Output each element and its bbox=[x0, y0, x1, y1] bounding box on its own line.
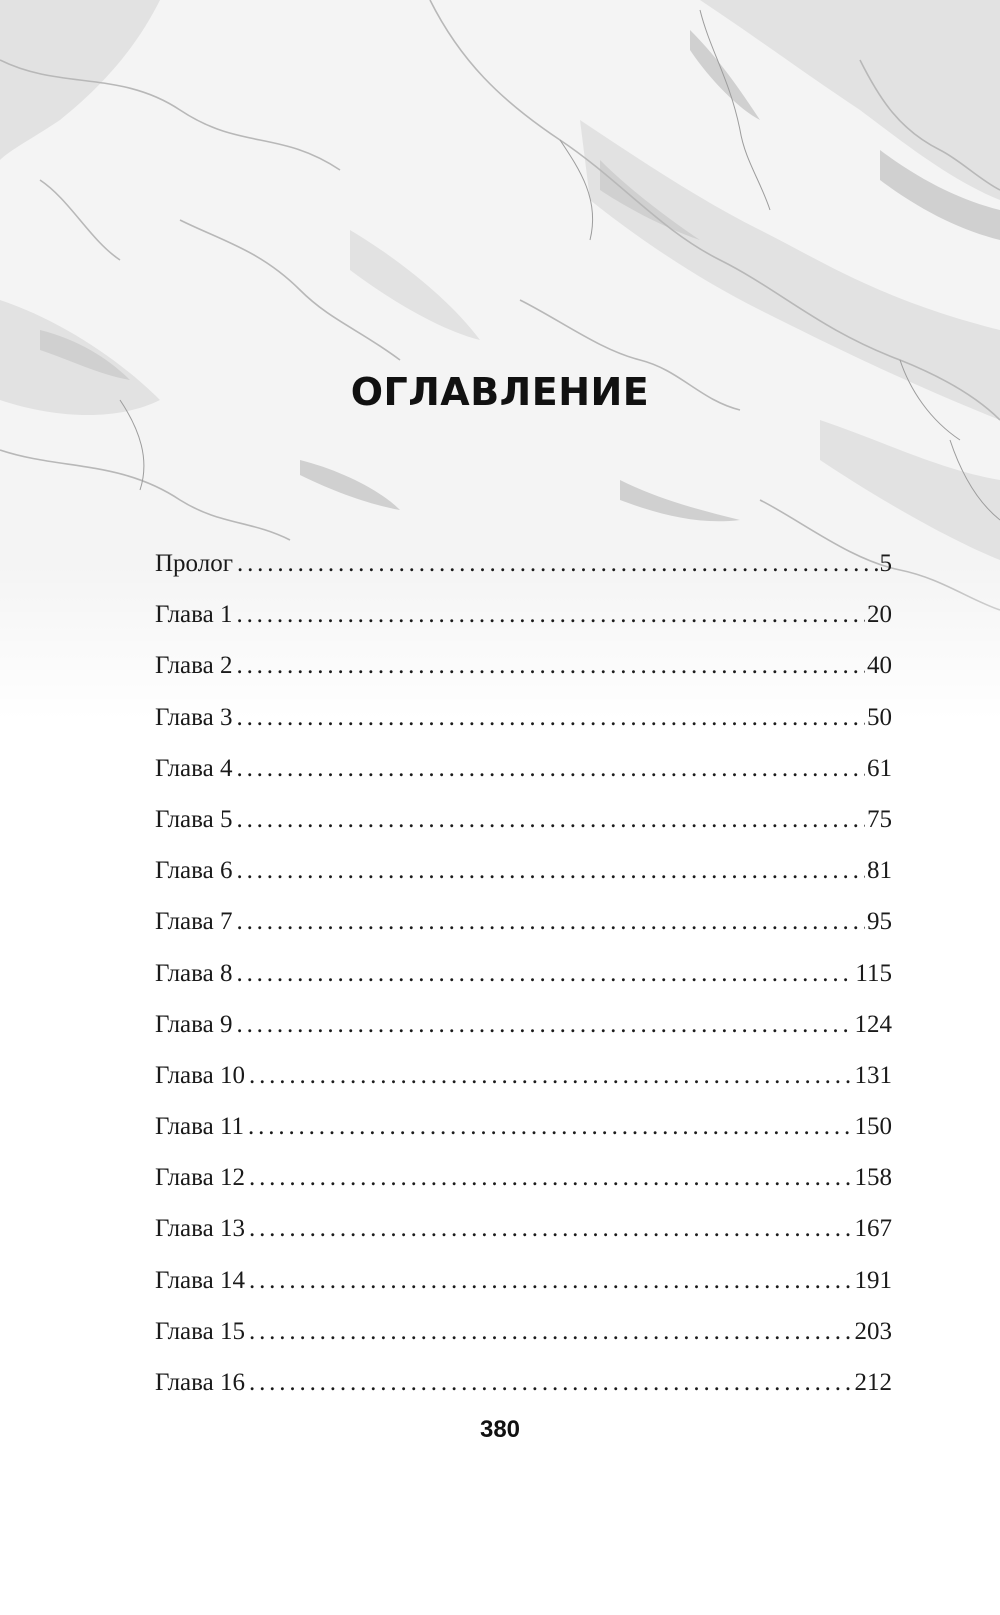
toc-entry-label: Глава 11 bbox=[155, 1113, 245, 1141]
dot-leader bbox=[236, 1010, 852, 1040]
toc-entry-label: Глава 13 bbox=[155, 1215, 245, 1243]
dot-leader bbox=[249, 1266, 853, 1296]
toc-entry[interactable] bbox=[155, 959, 892, 1010]
toc-entry[interactable] bbox=[155, 1368, 892, 1419]
page-number: 380 bbox=[479, 1416, 521, 1443]
toc-entry[interactable] bbox=[155, 805, 892, 856]
dot-leader bbox=[236, 907, 865, 937]
toc-entry-label: Глава 2 bbox=[155, 652, 233, 680]
toc-entry[interactable] bbox=[155, 1112, 892, 1163]
toc-entry-label: Глава 10 bbox=[155, 1061, 245, 1089]
toc-entry-label: Глава 8 bbox=[155, 959, 233, 987]
toc-entry-label: Глава 9 bbox=[155, 1010, 233, 1038]
toc-entry[interactable] bbox=[155, 907, 892, 958]
page-title: ОГЛАВЛЕНИЕ bbox=[350, 370, 650, 414]
toc-entry-page: 81 bbox=[867, 857, 892, 885]
toc-entry-page: 167 bbox=[854, 1215, 892, 1243]
toc-entry-label: Глава 6 bbox=[155, 857, 233, 885]
toc-entry-label: Глава 7 bbox=[155, 908, 233, 936]
dot-leader bbox=[236, 856, 865, 886]
toc-entry[interactable] bbox=[155, 1061, 892, 1112]
toc-entry-page: 124 bbox=[854, 1010, 892, 1038]
dot-leader bbox=[249, 1214, 853, 1244]
toc-entry[interactable] bbox=[155, 1163, 892, 1214]
toc-entry-page: 212 bbox=[854, 1369, 892, 1396]
dot-leader bbox=[249, 1061, 853, 1091]
dot-leader bbox=[237, 549, 878, 579]
dot-leader bbox=[236, 959, 853, 989]
toc-entry-page: 61 bbox=[867, 754, 892, 782]
toc-entry-label: Глава 12 bbox=[155, 1164, 245, 1192]
toc-entry-label: Глава 15 bbox=[155, 1317, 245, 1345]
toc-entry[interactable] bbox=[155, 856, 892, 907]
toc-entry-label: Глава 5 bbox=[155, 805, 233, 833]
toc-entry-label: Глава 3 bbox=[155, 703, 233, 731]
dot-leader bbox=[249, 1368, 853, 1398]
toc-entry-page: 158 bbox=[854, 1164, 892, 1192]
toc-entry-page: 203 bbox=[854, 1317, 892, 1345]
toc-entry[interactable] bbox=[155, 651, 892, 702]
toc-entry-page: 191 bbox=[854, 1266, 892, 1294]
toc-entry-page: 20 bbox=[867, 601, 892, 629]
dot-leader bbox=[249, 1317, 853, 1347]
toc-entry-page: 115 bbox=[855, 959, 892, 987]
toc-entry[interactable] bbox=[155, 1214, 892, 1265]
toc-entry-page: 75 bbox=[867, 805, 892, 833]
toc-entry-page: 40 bbox=[867, 652, 892, 680]
dot-leader bbox=[236, 754, 865, 784]
dot-leader bbox=[236, 600, 865, 630]
toc-entry-label: Глава 14 bbox=[155, 1266, 245, 1294]
dot-leader bbox=[236, 805, 865, 835]
dot-leader bbox=[249, 1163, 853, 1193]
toc-entry[interactable] bbox=[155, 1317, 892, 1368]
toc-entry-label: Пролог bbox=[155, 550, 233, 577]
dot-leader bbox=[248, 1112, 852, 1142]
toc-entry[interactable] bbox=[155, 754, 892, 805]
dot-leader bbox=[236, 651, 865, 681]
toc-entry[interactable] bbox=[155, 1010, 892, 1061]
toc-entry[interactable] bbox=[155, 549, 892, 600]
toc-entry-label: Глава 4 bbox=[155, 754, 233, 782]
toc-entry-page: 150 bbox=[854, 1113, 892, 1141]
toc-entry-page: 95 bbox=[867, 908, 892, 936]
toc-entry[interactable] bbox=[155, 703, 892, 754]
toc-entry[interactable] bbox=[155, 1266, 892, 1317]
toc-entry-label: Глава 1 bbox=[155, 601, 233, 629]
toc-entry[interactable] bbox=[155, 600, 892, 651]
toc-entry-label: Глава 16 bbox=[155, 1369, 245, 1396]
table-of-contents bbox=[155, 549, 892, 1419]
toc-entry-page: 50 bbox=[867, 703, 892, 731]
dot-leader bbox=[236, 703, 865, 733]
toc-entry-page: 5 bbox=[879, 550, 892, 577]
toc-entry-page: 131 bbox=[854, 1061, 892, 1089]
